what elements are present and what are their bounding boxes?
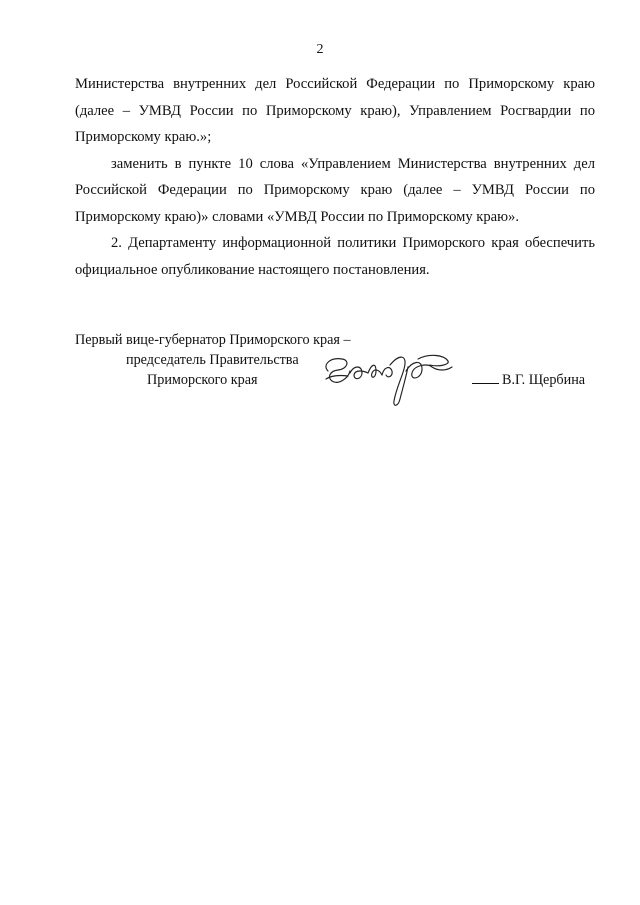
handwritten-signature [318, 349, 468, 411]
signer-position-line-3: Приморского края [147, 372, 258, 388]
paragraph-2: заменить в пункте 10 слова «Управлением Министерства внутренних дел Российской Федерации по Приморскому краю (далее – УМВД России по Приморскому краю)» словами «УМВД России по Приморскому краю». [75, 155, 595, 225]
paragraph-3: 2. Департаменту информационной политики Приморского края обеспечить официальное опубликование настоящего постановления. [75, 235, 595, 278]
document-body [75, 71, 595, 283]
signature-dash [472, 383, 499, 384]
page-number: 2 [316, 42, 324, 57]
paragraph-1: Министерства внутренних дел Российской Федерации по Приморскому краю (далее – УМВД России по Приморскому краю), Управлением Росгвардии по Приморскому краю.»; [75, 76, 595, 145]
signer-position-line-2: председатель Правительства [126, 352, 299, 368]
signer-position-line-1: Первый вице-губернатор Приморского края – [75, 332, 351, 348]
signature-block [75, 330, 600, 410]
signer-name: В.Г. Щербина [502, 372, 586, 388]
